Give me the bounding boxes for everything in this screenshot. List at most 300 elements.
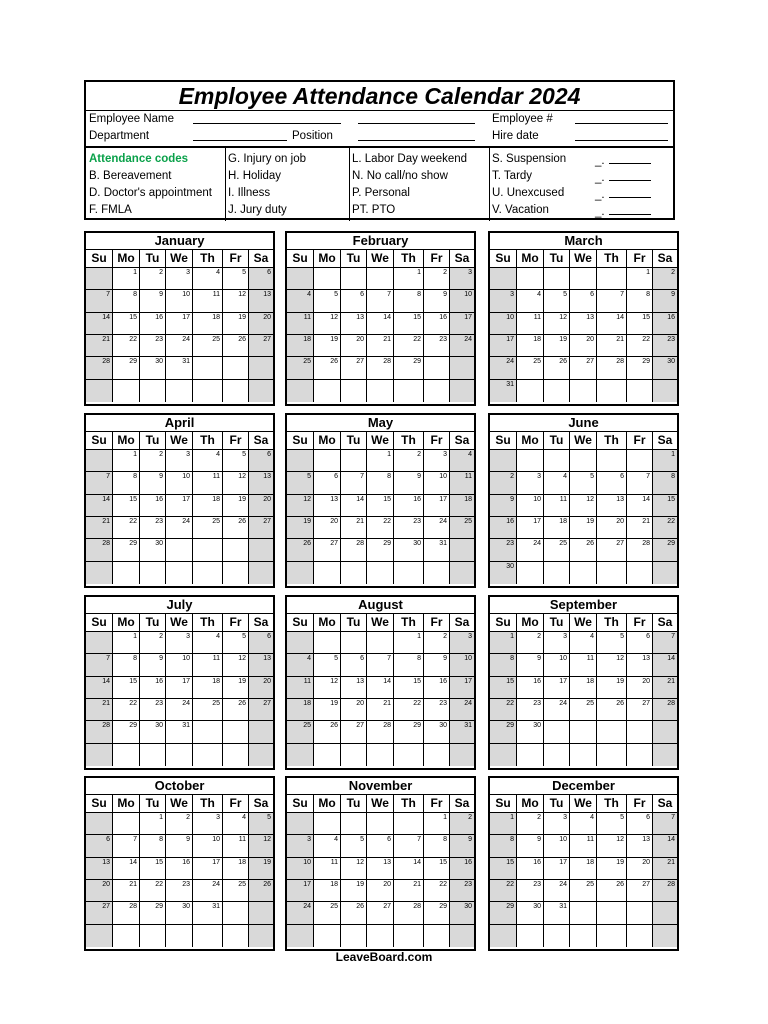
day-cell[interactable] — [86, 539, 113, 560]
day-cell[interactable] — [570, 902, 597, 923]
day-cell[interactable] — [424, 858, 450, 879]
day-cell[interactable] — [314, 472, 341, 493]
day-cell[interactable] — [249, 268, 273, 289]
day-cell[interactable] — [490, 450, 517, 471]
day-cell[interactable] — [166, 813, 193, 834]
day-cell[interactable] — [193, 858, 223, 879]
day-cell[interactable] — [287, 450, 314, 471]
day-cell[interactable] — [249, 858, 273, 879]
day-cell[interactable] — [394, 677, 424, 698]
day-cell[interactable] — [597, 654, 627, 675]
day-cell[interactable] — [193, 562, 223, 584]
day-cell[interactable] — [287, 290, 314, 311]
day-cell[interactable] — [544, 835, 570, 856]
day-cell[interactable] — [166, 677, 193, 698]
day-cell[interactable] — [367, 813, 394, 834]
day-cell[interactable] — [490, 313, 517, 334]
day-cell[interactable] — [424, 835, 450, 856]
day-cell[interactable] — [517, 813, 544, 834]
day-cell[interactable] — [223, 562, 249, 584]
day-cell[interactable] — [627, 380, 653, 402]
day-cell[interactable] — [653, 450, 677, 471]
day-cell[interactable] — [653, 744, 677, 766]
day-cell[interactable] — [86, 335, 113, 356]
day-cell[interactable] — [223, 357, 249, 378]
day-cell[interactable] — [140, 495, 166, 516]
day-cell[interactable] — [597, 335, 627, 356]
day-cell[interactable] — [597, 357, 627, 378]
day-cell[interactable] — [314, 562, 341, 584]
day-cell[interactable] — [113, 721, 140, 742]
day-cell[interactable] — [249, 380, 273, 402]
day-cell[interactable] — [223, 539, 249, 560]
day-cell[interactable] — [394, 313, 424, 334]
day-cell[interactable] — [341, 925, 367, 947]
day-cell[interactable] — [653, 268, 677, 289]
day-cell[interactable] — [314, 335, 341, 356]
day-cell[interactable] — [653, 925, 677, 947]
day-cell[interactable] — [113, 654, 140, 675]
day-cell[interactable] — [490, 835, 517, 856]
day-cell[interactable] — [193, 880, 223, 901]
day-cell[interactable] — [597, 925, 627, 947]
day-cell[interactable] — [517, 744, 544, 766]
day-cell[interactable] — [287, 699, 314, 720]
day-cell[interactable] — [314, 268, 341, 289]
day-cell[interactable] — [653, 721, 677, 742]
day-cell[interactable] — [166, 290, 193, 311]
day-cell[interactable] — [140, 450, 166, 471]
day-cell[interactable] — [193, 268, 223, 289]
day-cell[interactable] — [287, 539, 314, 560]
day-cell[interactable] — [517, 699, 544, 720]
day-cell[interactable] — [193, 925, 223, 947]
day-cell[interactable] — [570, 313, 597, 334]
day-cell[interactable] — [367, 268, 394, 289]
day-cell[interactable] — [193, 495, 223, 516]
day-cell[interactable] — [223, 902, 249, 923]
day-cell[interactable] — [450, 632, 474, 653]
day-cell[interactable] — [193, 721, 223, 742]
day-cell[interactable] — [517, 925, 544, 947]
day-cell[interactable] — [113, 290, 140, 311]
day-cell[interactable] — [570, 632, 597, 653]
day-cell[interactable] — [314, 925, 341, 947]
day-cell[interactable] — [140, 268, 166, 289]
day-cell[interactable] — [490, 654, 517, 675]
day-cell[interactable] — [193, 677, 223, 698]
day-cell[interactable] — [341, 632, 367, 653]
day-cell[interactable] — [223, 880, 249, 901]
day-cell[interactable] — [287, 835, 314, 856]
day-cell[interactable] — [597, 632, 627, 653]
day-cell[interactable] — [86, 472, 113, 493]
day-cell[interactable] — [314, 290, 341, 311]
day-cell[interactable] — [450, 744, 474, 766]
day-cell[interactable] — [314, 313, 341, 334]
day-cell[interactable] — [166, 835, 193, 856]
day-cell[interactable] — [367, 699, 394, 720]
day-cell[interactable] — [424, 654, 450, 675]
day-cell[interactable] — [597, 835, 627, 856]
day-cell[interactable] — [341, 380, 367, 402]
day-cell[interactable] — [367, 880, 394, 901]
day-cell[interactable] — [597, 880, 627, 901]
day-cell[interactable] — [113, 699, 140, 720]
day-cell[interactable] — [249, 654, 273, 675]
day-cell[interactable] — [544, 380, 570, 402]
day-cell[interactable] — [570, 335, 597, 356]
day-cell[interactable] — [424, 313, 450, 334]
day-cell[interactable] — [193, 813, 223, 834]
day-cell[interactable] — [490, 880, 517, 901]
day-cell[interactable] — [394, 495, 424, 516]
day-cell[interactable] — [314, 632, 341, 653]
day-cell[interactable] — [597, 495, 627, 516]
day-cell[interactable] — [627, 472, 653, 493]
day-cell[interactable] — [86, 562, 113, 584]
day-cell[interactable] — [341, 517, 367, 538]
day-cell[interactable] — [140, 562, 166, 584]
day-cell[interactable] — [627, 313, 653, 334]
day-cell[interactable] — [287, 313, 314, 334]
day-cell[interactable] — [249, 357, 273, 378]
day-cell[interactable] — [223, 495, 249, 516]
day-cell[interactable] — [86, 357, 113, 378]
day-cell[interactable] — [517, 654, 544, 675]
day-cell[interactable] — [394, 517, 424, 538]
day-cell[interactable] — [394, 632, 424, 653]
day-cell[interactable] — [517, 450, 544, 471]
day-cell[interactable] — [86, 902, 113, 923]
day-cell[interactable] — [570, 290, 597, 311]
day-cell[interactable] — [450, 290, 474, 311]
day-cell[interactable] — [597, 562, 627, 584]
day-cell[interactable] — [653, 632, 677, 653]
day-cell[interactable] — [424, 335, 450, 356]
day-cell[interactable] — [341, 495, 367, 516]
day-cell[interactable] — [517, 357, 544, 378]
day-cell[interactable] — [193, 517, 223, 538]
day-cell[interactable] — [570, 721, 597, 742]
day-cell[interactable] — [544, 699, 570, 720]
day-cell[interactable] — [249, 813, 273, 834]
day-cell[interactable] — [450, 654, 474, 675]
day-cell[interactable] — [113, 472, 140, 493]
day-cell[interactable] — [424, 880, 450, 901]
day-cell[interactable] — [249, 677, 273, 698]
day-cell[interactable] — [223, 677, 249, 698]
day-cell[interactable] — [597, 902, 627, 923]
day-cell[interactable] — [140, 539, 166, 560]
day-cell[interactable] — [367, 357, 394, 378]
day-cell[interactable] — [394, 721, 424, 742]
day-cell[interactable] — [544, 517, 570, 538]
day-cell[interactable] — [627, 858, 653, 879]
day-cell[interactable] — [394, 835, 424, 856]
day-cell[interactable] — [223, 313, 249, 334]
day-cell[interactable] — [367, 380, 394, 402]
day-cell[interactable] — [166, 632, 193, 653]
day-cell[interactable] — [314, 539, 341, 560]
day-cell[interactable] — [249, 902, 273, 923]
day-cell[interactable] — [140, 290, 166, 311]
day-cell[interactable] — [394, 744, 424, 766]
day-cell[interactable] — [193, 472, 223, 493]
day-cell[interactable] — [113, 495, 140, 516]
day-cell[interactable] — [86, 654, 113, 675]
day-cell[interactable] — [570, 925, 597, 947]
day-cell[interactable] — [314, 517, 341, 538]
day-cell[interactable] — [86, 268, 113, 289]
day-cell[interactable] — [86, 290, 113, 311]
day-cell[interactable] — [140, 835, 166, 856]
day-cell[interactable] — [140, 654, 166, 675]
day-cell[interactable] — [570, 813, 597, 834]
day-cell[interactable] — [627, 335, 653, 356]
day-cell[interactable] — [140, 380, 166, 402]
day-cell[interactable] — [424, 925, 450, 947]
day-cell[interactable] — [113, 539, 140, 560]
day-cell[interactable] — [367, 517, 394, 538]
day-cell[interactable] — [287, 335, 314, 356]
day-cell[interactable] — [627, 744, 653, 766]
day-cell[interactable] — [544, 357, 570, 378]
day-cell[interactable] — [490, 677, 517, 698]
day-cell[interactable] — [490, 744, 517, 766]
day-cell[interactable] — [627, 880, 653, 901]
day-cell[interactable] — [653, 835, 677, 856]
day-cell[interactable] — [193, 335, 223, 356]
day-cell[interactable] — [517, 677, 544, 698]
day-cell[interactable] — [544, 858, 570, 879]
day-cell[interactable] — [367, 835, 394, 856]
day-cell[interactable] — [627, 835, 653, 856]
day-cell[interactable] — [627, 677, 653, 698]
day-cell[interactable] — [597, 721, 627, 742]
day-cell[interactable] — [544, 539, 570, 560]
day-cell[interactable] — [517, 902, 544, 923]
day-cell[interactable] — [193, 632, 223, 653]
day-cell[interactable] — [287, 380, 314, 402]
day-cell[interactable] — [193, 654, 223, 675]
day-cell[interactable] — [490, 517, 517, 538]
day-cell[interactable] — [86, 880, 113, 901]
custom-code-blank[interactable]: _. — [595, 170, 651, 184]
day-cell[interactable] — [223, 858, 249, 879]
day-cell[interactable] — [341, 562, 367, 584]
day-cell[interactable] — [450, 721, 474, 742]
day-cell[interactable] — [394, 450, 424, 471]
day-cell[interactable] — [140, 313, 166, 334]
department-field[interactable] — [193, 128, 287, 141]
day-cell[interactable] — [597, 677, 627, 698]
day-cell[interactable] — [314, 858, 341, 879]
day-cell[interactable] — [86, 858, 113, 879]
day-cell[interactable] — [86, 721, 113, 742]
day-cell[interactable] — [367, 562, 394, 584]
day-cell[interactable] — [424, 721, 450, 742]
day-cell[interactable] — [113, 380, 140, 402]
day-cell[interactable] — [490, 472, 517, 493]
day-cell[interactable] — [193, 450, 223, 471]
day-cell[interactable] — [166, 721, 193, 742]
day-cell[interactable] — [653, 880, 677, 901]
day-cell[interactable] — [517, 517, 544, 538]
day-cell[interactable] — [627, 654, 653, 675]
day-cell[interactable] — [287, 744, 314, 766]
day-cell[interactable] — [424, 495, 450, 516]
day-cell[interactable] — [193, 902, 223, 923]
day-cell[interactable] — [367, 313, 394, 334]
day-cell[interactable] — [490, 562, 517, 584]
day-cell[interactable] — [627, 268, 653, 289]
day-cell[interactable] — [424, 380, 450, 402]
day-cell[interactable] — [627, 517, 653, 538]
day-cell[interactable] — [341, 450, 367, 471]
day-cell[interactable] — [249, 721, 273, 742]
day-cell[interactable] — [627, 495, 653, 516]
day-cell[interactable] — [341, 880, 367, 901]
day-cell[interactable] — [570, 880, 597, 901]
day-cell[interactable] — [287, 517, 314, 538]
day-cell[interactable] — [140, 858, 166, 879]
day-cell[interactable] — [424, 699, 450, 720]
day-cell[interactable] — [341, 313, 367, 334]
day-cell[interactable] — [653, 313, 677, 334]
day-cell[interactable] — [544, 472, 570, 493]
day-cell[interactable] — [86, 632, 113, 653]
day-cell[interactable] — [249, 313, 273, 334]
day-cell[interactable] — [314, 835, 341, 856]
day-cell[interactable] — [450, 835, 474, 856]
day-cell[interactable] — [166, 880, 193, 901]
day-cell[interactable] — [653, 858, 677, 879]
day-cell[interactable] — [597, 744, 627, 766]
day-cell[interactable] — [341, 335, 367, 356]
day-cell[interactable] — [367, 902, 394, 923]
day-cell[interactable] — [490, 902, 517, 923]
day-cell[interactable] — [367, 495, 394, 516]
day-cell[interactable] — [140, 699, 166, 720]
day-cell[interactable] — [627, 813, 653, 834]
day-cell[interactable] — [223, 335, 249, 356]
day-cell[interactable] — [249, 450, 273, 471]
day-cell[interactable] — [223, 290, 249, 311]
day-cell[interactable] — [140, 744, 166, 766]
day-cell[interactable] — [314, 380, 341, 402]
employee-name-field-2[interactable] — [358, 111, 475, 124]
day-cell[interactable] — [653, 517, 677, 538]
day-cell[interactable] — [367, 290, 394, 311]
day-cell[interactable] — [450, 335, 474, 356]
day-cell[interactable] — [223, 472, 249, 493]
day-cell[interactable] — [223, 632, 249, 653]
day-cell[interactable] — [249, 472, 273, 493]
day-cell[interactable] — [249, 495, 273, 516]
day-cell[interactable] — [570, 562, 597, 584]
day-cell[interactable] — [341, 858, 367, 879]
day-cell[interactable] — [570, 450, 597, 471]
day-cell[interactable] — [314, 495, 341, 516]
day-cell[interactable] — [287, 858, 314, 879]
day-cell[interactable] — [394, 380, 424, 402]
day-cell[interactable] — [166, 902, 193, 923]
day-cell[interactable] — [424, 472, 450, 493]
day-cell[interactable] — [367, 677, 394, 698]
day-cell[interactable] — [166, 562, 193, 584]
day-cell[interactable] — [341, 835, 367, 856]
day-cell[interactable] — [193, 357, 223, 378]
day-cell[interactable] — [249, 880, 273, 901]
day-cell[interactable] — [341, 744, 367, 766]
day-cell[interactable] — [193, 313, 223, 334]
custom-code-blank[interactable]: _. — [595, 204, 651, 218]
day-cell[interactable] — [394, 539, 424, 560]
day-cell[interactable] — [166, 380, 193, 402]
day-cell[interactable] — [287, 268, 314, 289]
day-cell[interactable] — [287, 925, 314, 947]
day-cell[interactable] — [314, 880, 341, 901]
day-cell[interactable] — [314, 721, 341, 742]
day-cell[interactable] — [653, 699, 677, 720]
day-cell[interactable] — [544, 925, 570, 947]
day-cell[interactable] — [653, 495, 677, 516]
day-cell[interactable] — [166, 744, 193, 766]
day-cell[interactable] — [627, 925, 653, 947]
day-cell[interactable] — [570, 268, 597, 289]
day-cell[interactable] — [193, 380, 223, 402]
day-cell[interactable] — [314, 450, 341, 471]
day-cell[interactable] — [287, 654, 314, 675]
day-cell[interactable] — [450, 472, 474, 493]
day-cell[interactable] — [517, 835, 544, 856]
day-cell[interactable] — [424, 450, 450, 471]
day-cell[interactable] — [287, 562, 314, 584]
day-cell[interactable] — [341, 721, 367, 742]
day-cell[interactable] — [86, 313, 113, 334]
day-cell[interactable] — [544, 902, 570, 923]
day-cell[interactable] — [517, 313, 544, 334]
day-cell[interactable] — [490, 925, 517, 947]
day-cell[interactable] — [249, 539, 273, 560]
day-cell[interactable] — [314, 357, 341, 378]
day-cell[interactable] — [223, 654, 249, 675]
day-cell[interactable] — [597, 380, 627, 402]
day-cell[interactable] — [450, 268, 474, 289]
day-cell[interactable] — [249, 835, 273, 856]
day-cell[interactable] — [249, 562, 273, 584]
day-cell[interactable] — [450, 925, 474, 947]
day-cell[interactable] — [653, 654, 677, 675]
day-cell[interactable] — [86, 380, 113, 402]
day-cell[interactable] — [597, 268, 627, 289]
day-cell[interactable] — [113, 268, 140, 289]
day-cell[interactable] — [544, 813, 570, 834]
day-cell[interactable] — [597, 472, 627, 493]
day-cell[interactable] — [166, 517, 193, 538]
day-cell[interactable] — [86, 699, 113, 720]
employee-number-field[interactable] — [575, 111, 668, 124]
day-cell[interactable] — [544, 495, 570, 516]
day-cell[interactable] — [424, 813, 450, 834]
day-cell[interactable] — [570, 835, 597, 856]
day-cell[interactable] — [517, 562, 544, 584]
day-cell[interactable] — [424, 632, 450, 653]
day-cell[interactable] — [450, 677, 474, 698]
day-cell[interactable] — [450, 450, 474, 471]
day-cell[interactable] — [249, 517, 273, 538]
